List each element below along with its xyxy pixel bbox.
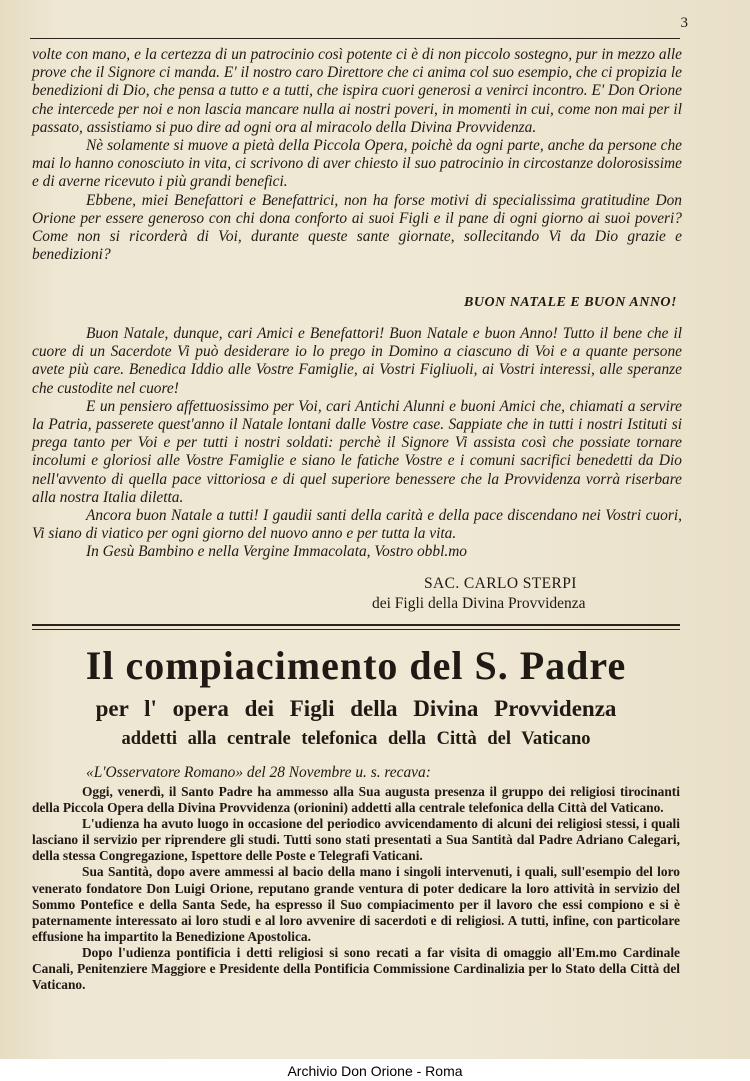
top-divider xyxy=(30,38,680,39)
letter-paragraph: E un pensiero affettuosissimo per Voi, cari Antichi Alunni e buoni Amici che, chiamati a servire la Patria, passerete quest'anno il Natale lontani dalle Vostre case. Sappiate che in tutti i nostri Istituti si prega tanto per Voi e per tutti i nostri soldati: perchè il Signore Vi assista così che possiate tornare incolumi e gloriosi alle Vostre Famiglie e siano le fatiche Vostre e i comuni sacrifici benedetti da Dio nell'avvento di quella pace vittoriosa e di quel superiore benessere che la Provvidenza vorrà riserbare alla nostra Italia diletta. xyxy=(32,397,682,506)
article-paragraph: L'udienza ha avuto luogo in occasione del periodico avvicendamento di alcuni dei religiosi stessi, i quali lasciano il servizio per riprendere gli studi. Tutti sono stati presentati a Sua Santità dal Padre Adriano Calegari, della stessa Congregazione, Ispettore delle Poste e Telegrafi Vaticani. xyxy=(32,816,680,864)
letter-paragraph: Buon Natale, dunque, cari Amici e Benefattori! Buon Natale e buon Anno! Tutto il bene che il cuore di un Sacerdote Vi può desiderare io lo prego in Domino a ciascuno di Voi e a quante persone avete più care. Benedica Iddio alle Vostre Famiglie, ai Vostri Figliuoli, ai Vostri interessi, alle speranze che custodite nel cuore! xyxy=(32,325,682,397)
article-subtitle-secondary: addetti alla centrale telefonica della Città del Vaticano xyxy=(121,729,591,749)
article-paragraph: Dopo l'udienza pontificia i detti religiosi si sono recati a far visita di omaggio all'Em.mo Cardinale Canali, Penitenziere Maggiore e Presidente della Pontificia Commissione Cardinalizia per lo Stato della Città del Vaticano. xyxy=(32,944,680,993)
article-paragraph: Sua Santità, dopo avere ammessi al bacio della mano i singoli intervenuti, i quali, sull'esempio del loro venerato fondatore Don Luigi Orione, reputano grande ventura di poter dedicare la loro attività in servizio del Sommo Pontefice e della Santa Sede, ha espresso il Suo compiacimento per il lavoro che essi compiono e si è paternamente interessato ai loro studi e al loro avvenire di sacerdoti e di religiosi. A tutti, infine, con particolare effusione ha impartito la Benedizione Apostolica. xyxy=(32,864,680,944)
letter-paragraph: volte con mano, e la certezza di un patrocinio così potente ci è di non piccolo sostegno, pur in mezzo alle prove che il Signore ci manda. E' il nostro caro Direttore che ci anima col suo esempio, che ci propizia le benedizioni di Dio, che pensa a tutto e a tutti, che ispira cuori generosi a venirci incontro. E' Don Orione che intercede per noi e non lascia mancare nulla ai nostri poveri, in momenti in cui, come non mai per il passato, assistiamo si puo dire ad ogni ora al miracolo della Divina Provvidenza. xyxy=(32,46,682,136)
letter-body-continued xyxy=(32,325,682,562)
signature-role: dei Figli della Divina Provvidenza xyxy=(372,595,586,612)
signature-name: SAC. CARLO STERPI xyxy=(424,575,577,592)
archive-footer: Archivio Don Orione - Roma xyxy=(287,1063,463,1079)
article-title: Il compiacimento del S. Padre xyxy=(85,643,627,688)
letter-paragraph: Ancora buon Natale a tutti! I gaudii santi della carità e della pace discendano nei Vostri cuori, Vi siano di viatico per ogni giorno del nuovo anno e per tutta la vita. xyxy=(32,507,682,543)
page-number: 3 xyxy=(680,15,688,31)
article-source-intro: «L'Osservatore Romano» del 28 Novembre u. s. recava: xyxy=(86,764,431,781)
letter-body xyxy=(32,46,682,264)
section-divider-thin xyxy=(32,629,680,630)
signature-block xyxy=(372,574,692,614)
letter-paragraph: Ebbene, miei Benefattori e Benefattrici, non ha forse motivi di specialissima gratitudine Don Orione per essere generoso con chi dona conforto ai suoi Figli e il pane di ogni giorno ai suoi poveri? Come non si ricorderà di Voi, durante queste sante giornate, sollecitando Vi da Dio grazie e benedizioni? xyxy=(32,191,682,264)
article-paragraph: Oggi, venerdì, il Santo Padre ha ammesso alla Sua augusta presenza il gruppo dei religiosi tirocinanti della Piccola Opera della Divina Provvidenza (orionini) addetti alla centrale telefonica della Città del Vaticano. xyxy=(32,784,680,816)
letter-paragraph: Nè solamente si muove a pietà della Piccola Opera, poichè da ogni parte, anche da persone che mai lo hanno conosciuto in vita, ci scrivono di aver chiesto il suo patrocinio in circostanze dolorosissime e di averne ricevuto i più grandi benefici. xyxy=(32,137,682,191)
article-subtitle: per l' opera dei Figli della Divina Provvidenza xyxy=(95,696,617,721)
article-body xyxy=(32,784,680,993)
letter-closing: In Gesù Bambino e nella Vergine Immacolata, Vostro obbl.mo xyxy=(86,543,468,561)
section-divider xyxy=(32,624,680,626)
christmas-greeting-heading: BUON NATALE E BUON ANNO! xyxy=(464,295,677,310)
